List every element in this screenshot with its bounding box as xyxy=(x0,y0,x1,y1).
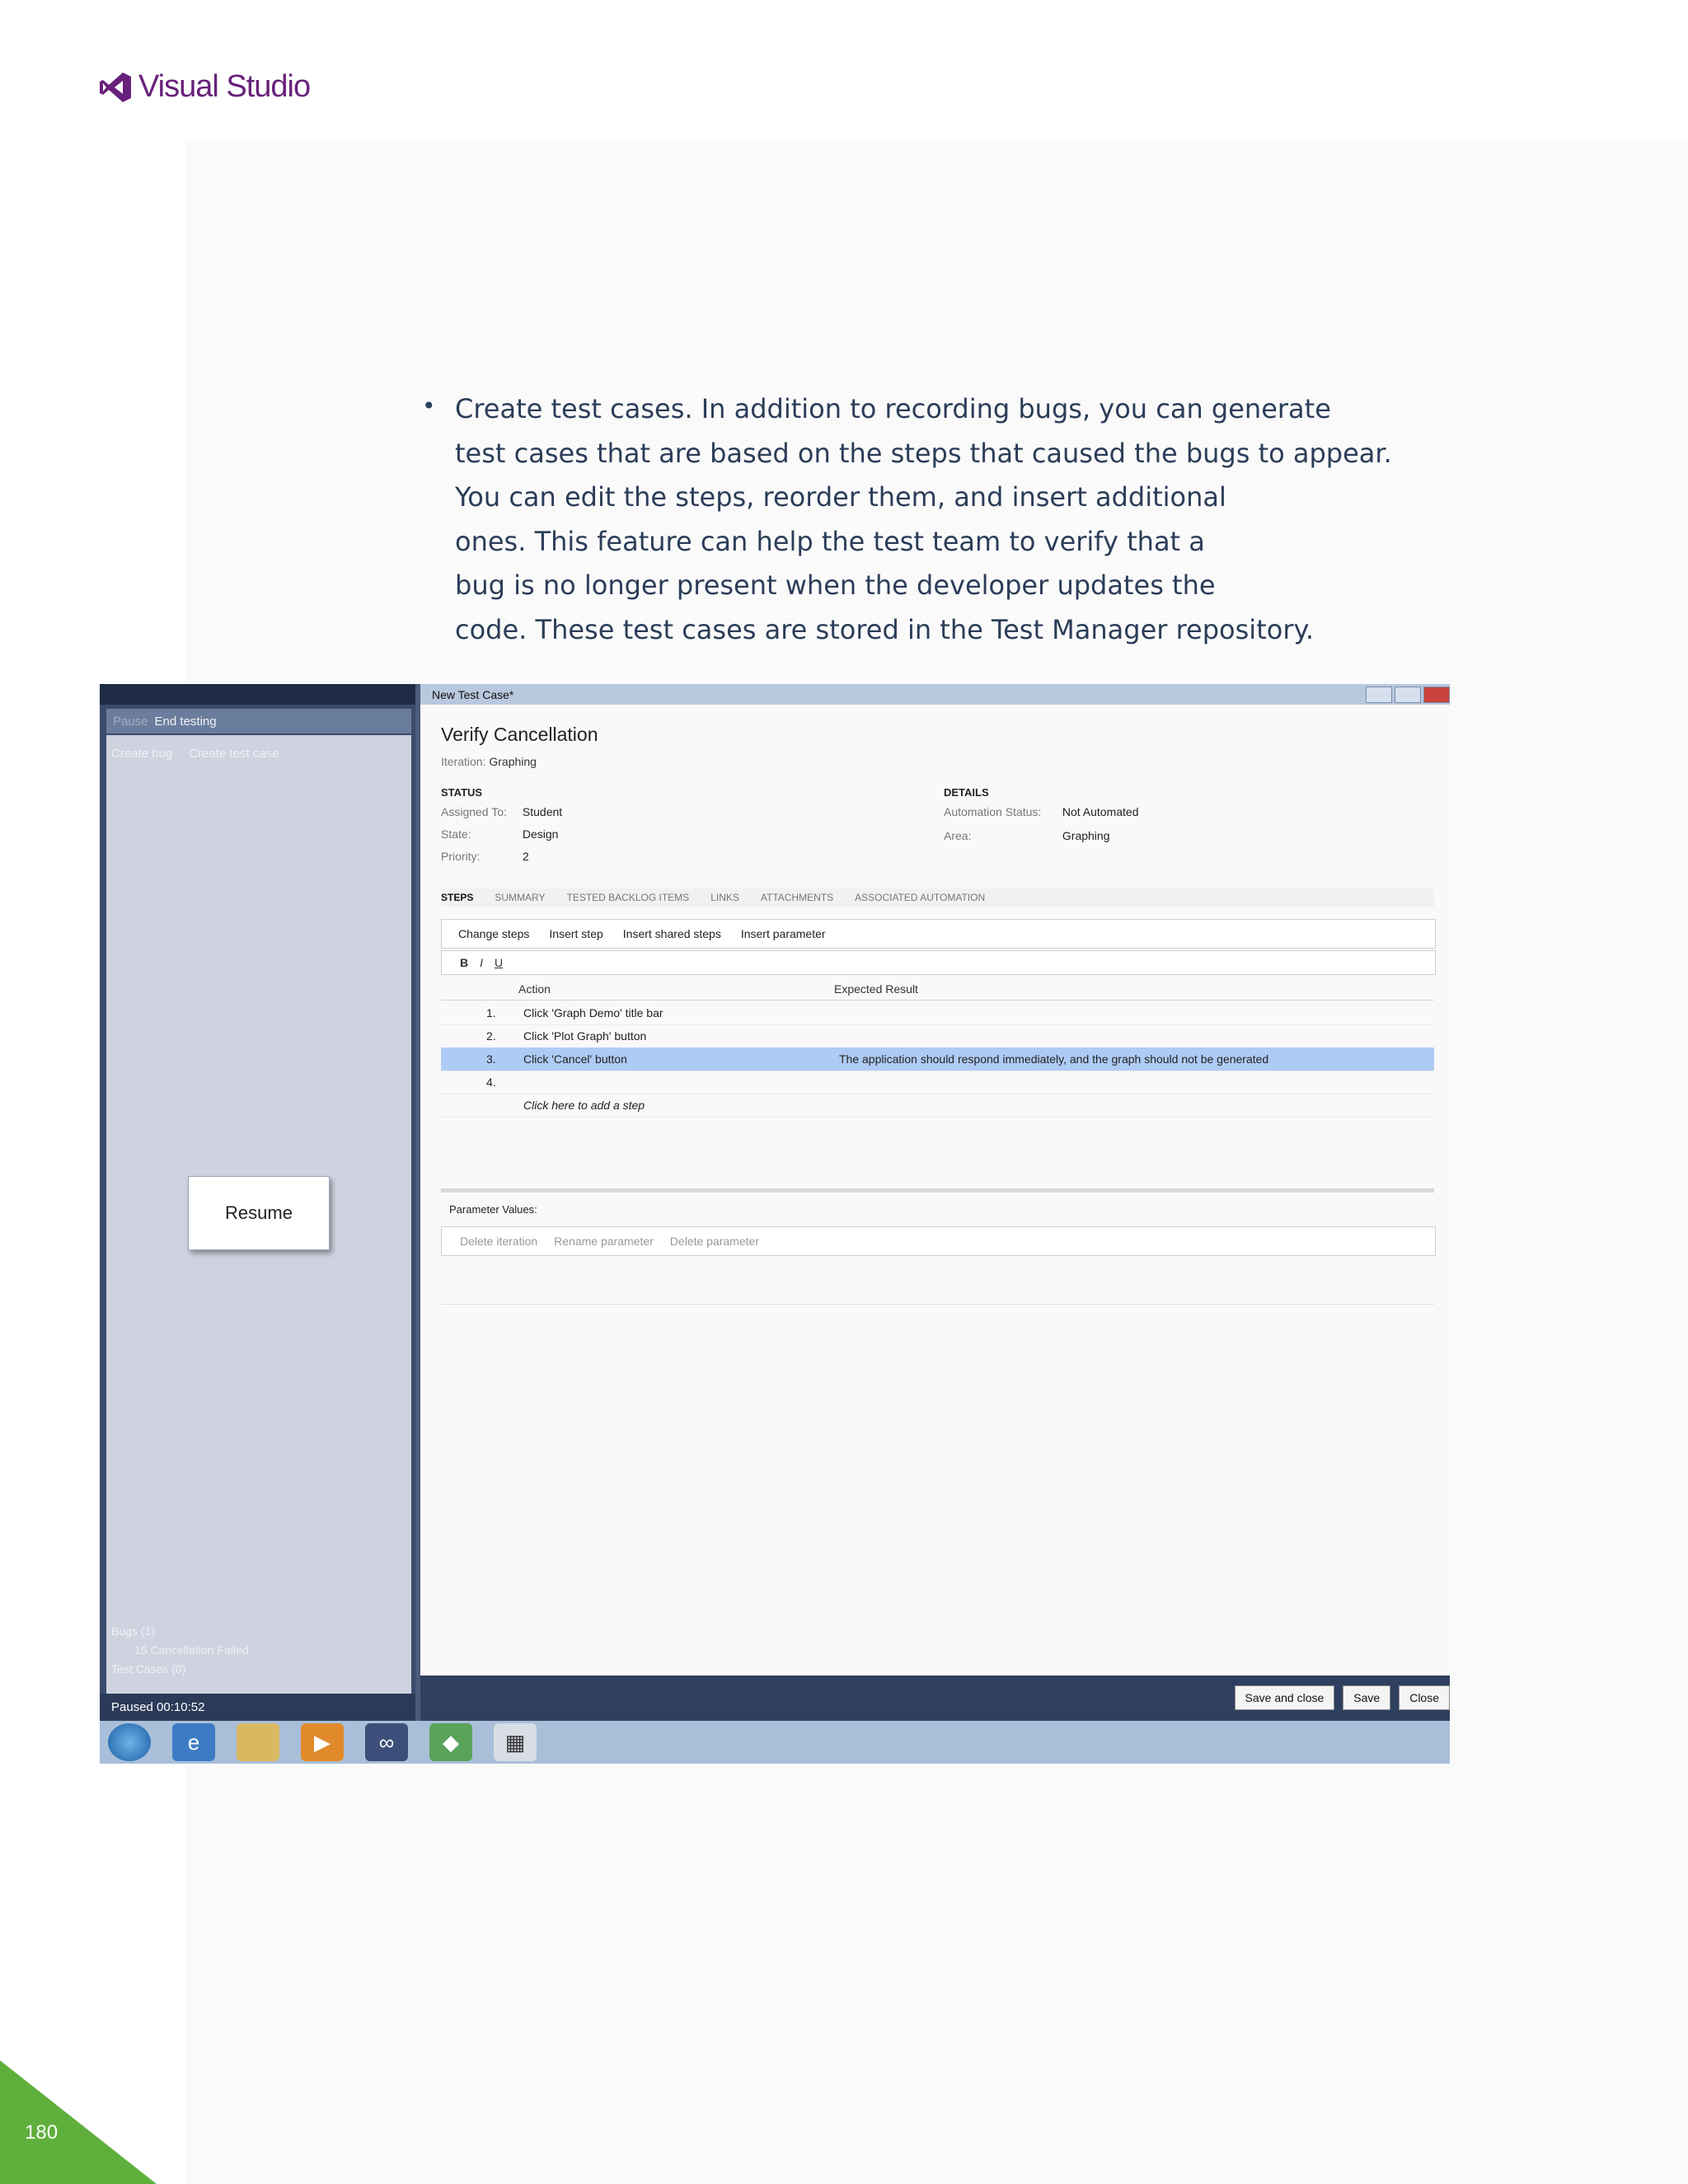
iteration-field xyxy=(441,755,537,768)
expected-result-column-header: Expected Result xyxy=(834,982,918,996)
status-heading: STATUS xyxy=(441,786,483,799)
priority-field xyxy=(441,850,529,863)
step-action[interactable]: Click 'Plot Graph' button xyxy=(523,1029,647,1043)
steps-toolbar xyxy=(441,919,1436,949)
parameter-toolbar xyxy=(441,1226,1436,1256)
save-and-close-button[interactable]: Save and close xyxy=(1235,1685,1335,1710)
runner-toolbar xyxy=(106,709,411,733)
test-case-title[interactable]: Verify Cancellation xyxy=(441,724,598,745)
state-field xyxy=(441,827,558,841)
delete-parameter-button[interactable]: Delete parameter xyxy=(669,1235,759,1248)
assigned-to-value[interactable]: Student xyxy=(522,805,563,818)
rename-parameter-button[interactable]: Rename parameter xyxy=(554,1235,654,1248)
step-expected[interactable]: The application should respond immediately, and the graph should not be generated xyxy=(839,1052,1269,1066)
create-test-case-button[interactable]: Create test case xyxy=(189,747,279,761)
step-action[interactable]: Click 'Graph Demo' title bar xyxy=(523,1006,663,1019)
assigned-to-label: Assigned To: xyxy=(441,805,507,818)
test-runner-pane xyxy=(100,684,415,1721)
tab-tested-backlog-items[interactable]: TESTED BACKLOG ITEMS xyxy=(566,892,690,903)
delete-iteration-button[interactable]: Delete iteration xyxy=(460,1235,538,1248)
tree-test-cases[interactable]: Test Cases (0) xyxy=(111,1662,186,1675)
insert-shared-steps-button[interactable]: Insert shared steps xyxy=(622,927,721,940)
visual-studio-logo xyxy=(99,69,310,105)
window-title-bar xyxy=(420,684,1450,705)
details-heading: DETAILS xyxy=(944,786,989,799)
test-case-tabs xyxy=(441,888,1434,907)
step-row[interactable] xyxy=(441,1001,1434,1025)
start-button-icon[interactable] xyxy=(108,1723,151,1761)
step-number: 3. xyxy=(486,1052,496,1066)
window-buttons xyxy=(1235,1685,1450,1710)
end-testing-button[interactable]: End testing xyxy=(154,714,217,729)
parameter-grid-divider xyxy=(441,1304,1434,1305)
bold-button[interactable]: B xyxy=(460,956,469,969)
tab-associated-automation[interactable]: ASSOCIATED AUTOMATION xyxy=(855,892,986,903)
close-button[interactable]: Close xyxy=(1399,1685,1450,1710)
window-close-button[interactable] xyxy=(1423,687,1450,703)
resume-label: Resume xyxy=(225,1202,293,1223)
visual-studio-icon xyxy=(99,71,132,104)
test-case-window xyxy=(415,684,1450,1721)
page-corner-accent xyxy=(0,2060,157,2184)
graph-demo-taskbar-icon[interactable]: ▦ xyxy=(494,1723,537,1761)
tab-summary[interactable]: SUMMARY xyxy=(495,892,546,903)
runner-actions xyxy=(111,747,279,761)
tree-bug-item[interactable]: 15 Cancellation Failed xyxy=(134,1643,249,1657)
tree-bugs[interactable]: Bugs (1) xyxy=(111,1624,155,1638)
page-number: 180 xyxy=(25,2121,59,2144)
test-manager-taskbar-icon[interactable]: ◆ xyxy=(429,1723,472,1761)
priority-label: Priority: xyxy=(441,850,481,863)
runner-status-bar xyxy=(100,1694,415,1721)
add-step-link[interactable]: Click here to add a step xyxy=(523,1099,645,1112)
underline-button[interactable]: U xyxy=(495,956,504,969)
tab-steps[interactable]: STEPS xyxy=(441,892,474,903)
window-controls xyxy=(1366,687,1450,703)
windows-taskbar xyxy=(100,1721,1450,1764)
step-number: 1. xyxy=(486,1006,496,1019)
resume-button[interactable] xyxy=(188,1176,330,1250)
state-value[interactable]: Design xyxy=(522,827,559,841)
folder-icon[interactable] xyxy=(237,1723,279,1761)
media-player-icon[interactable]: ▶ xyxy=(301,1723,344,1761)
paused-timer: Paused 00:10:52 xyxy=(111,1700,205,1714)
step-number: 2. xyxy=(486,1029,496,1043)
test-runner-taskbar-icon[interactable]: ∞ xyxy=(365,1723,408,1761)
maximize-button[interactable] xyxy=(1395,687,1421,703)
area-label: Area: xyxy=(944,829,972,842)
tab-attachments[interactable]: ATTACHMENTS xyxy=(760,892,834,903)
automation-status-field xyxy=(944,805,1139,818)
state-label: State: xyxy=(441,827,471,841)
iteration-value[interactable]: Graphing xyxy=(489,755,537,768)
tab-links[interactable]: LINKS xyxy=(710,892,739,903)
area-value[interactable]: Graphing xyxy=(1062,829,1110,842)
change-steps-button[interactable]: Change steps xyxy=(458,927,530,940)
step-row[interactable] xyxy=(441,1071,1434,1094)
parameter-values-label: Parameter Values: xyxy=(449,1203,537,1216)
italic-button[interactable]: I xyxy=(480,956,484,969)
internet-explorer-icon[interactable]: e xyxy=(172,1723,215,1761)
logo-text: Visual Studio xyxy=(138,69,311,104)
parameter-separator[interactable] xyxy=(441,1188,1434,1193)
bullet-paragraph: Create test cases. In addition to recording bugs, you can generate test cases that are based on the steps that caused the bugs to appear. You can edit the steps, reorder them, and insert additional ones. This feature can help the test team to verify that a bug is no longer present when the developer updates the code. These test cases are stored in the Test Manager repository. xyxy=(455,393,1392,645)
create-bug-button[interactable]: Create bug xyxy=(111,747,173,761)
automation-status-value: Not Automated xyxy=(1062,805,1139,818)
window-button-bar xyxy=(420,1675,1450,1721)
step-action[interactable]: Click 'Cancel' button xyxy=(523,1052,627,1066)
step-number: 4. xyxy=(486,1076,496,1089)
assigned-to-field xyxy=(441,805,562,818)
steps-grid-header xyxy=(441,978,1434,1001)
step-row-selected[interactable] xyxy=(441,1047,1434,1071)
iteration-label: Iteration: xyxy=(441,755,486,768)
runner-title-bar xyxy=(100,684,415,705)
minimize-button[interactable] xyxy=(1366,687,1392,703)
automation-status-label: Automation Status: xyxy=(944,805,1042,818)
action-column-header: Action xyxy=(518,982,551,996)
runner-tree xyxy=(111,1622,249,1679)
test-manager-screenshot xyxy=(100,684,1450,1764)
insert-parameter-button[interactable]: Insert parameter xyxy=(740,927,826,940)
format-toolbar xyxy=(441,950,1436,975)
window-title: New Test Case* xyxy=(432,687,514,701)
save-button[interactable]: Save xyxy=(1343,1685,1390,1710)
step-row[interactable] xyxy=(441,1024,1434,1048)
insert-step-button[interactable]: Insert step xyxy=(549,927,603,940)
bullet-marker: • xyxy=(422,392,436,419)
pause-button[interactable]: Pause xyxy=(113,714,148,729)
add-step-row[interactable] xyxy=(441,1094,1434,1118)
priority-value[interactable]: 2 xyxy=(522,850,529,863)
area-field xyxy=(944,829,1109,842)
